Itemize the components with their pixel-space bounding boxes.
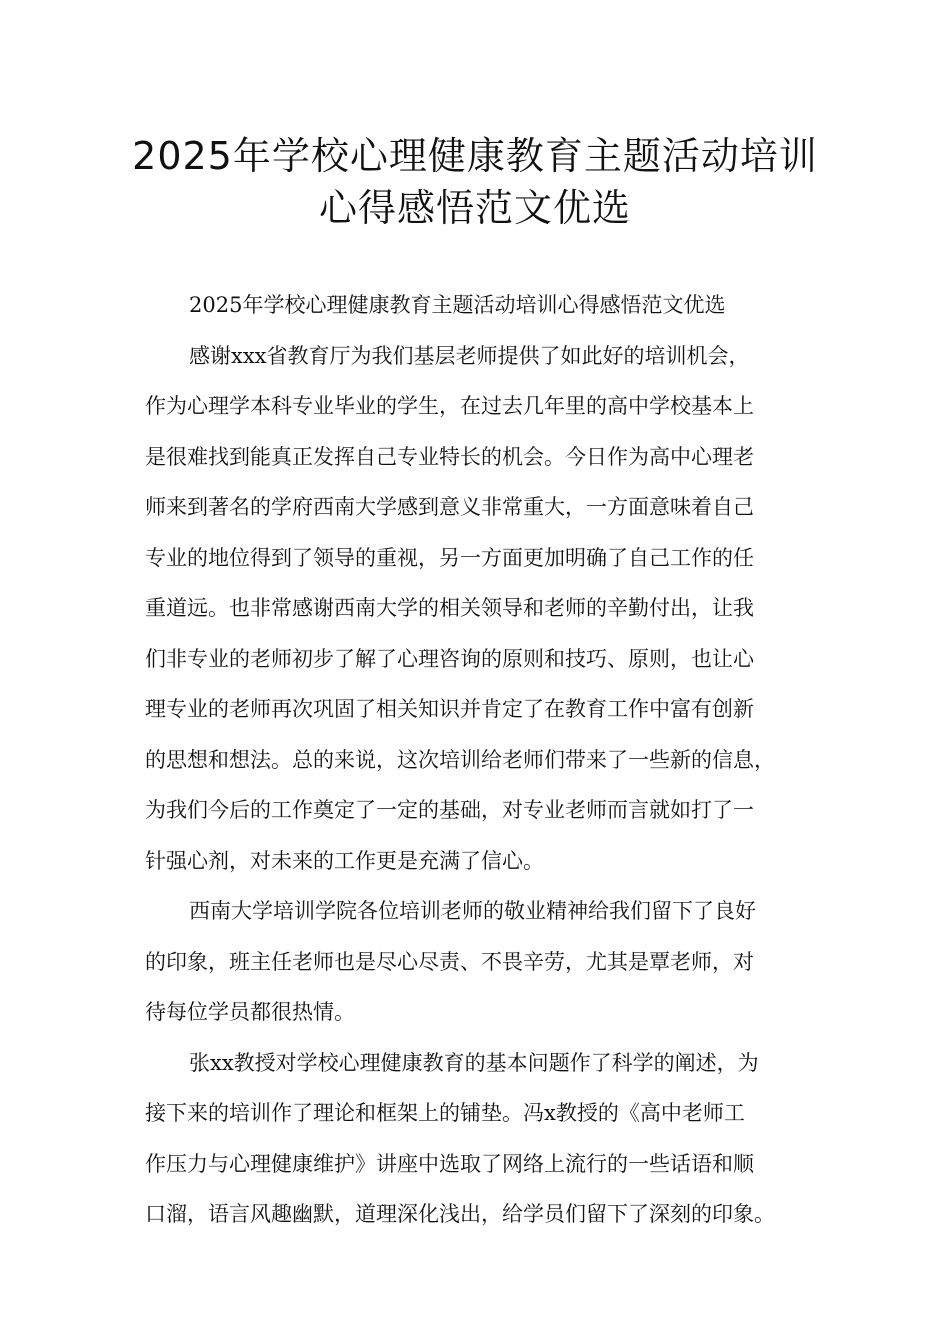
paragraph-4 bbox=[145, 1038, 825, 1240]
paragraph-line: 为我们今后的工作奠定了一定的基础，对专业老师而言就如打了一 bbox=[145, 798, 754, 822]
paragraph-line: 是很难找到能真正发挥自己专业特长的机会。今日作为高中心理老 bbox=[145, 444, 754, 469]
paragraph-line: 的思想和想法。总的来说，这次培训给老师们带来了一些新的信息， bbox=[145, 747, 775, 772]
paragraph-line: 重道远。也非常感谢西南大学的相关领导和老师的辛勤付出，让我 bbox=[145, 596, 754, 620]
paragraph-line: 西南大学培训学院各位培训老师的敬业精神给我们留下了良好 bbox=[189, 899, 756, 923]
paragraph-line: 针强心剂，对未来的工作更是充满了信心。 bbox=[145, 848, 544, 873]
paragraph-line: 们非专业的老师初步了解了心理咨询的原则和技巧、原则，也让心 bbox=[145, 646, 754, 671]
paragraph-line: 口溜，语言风趣幽默，道理深化浅出，给学员们留下了深刻的印象。 bbox=[145, 1202, 775, 1226]
paragraph-line: 2025年学校心理健康教育主题活动培训心得感悟范文优选 bbox=[189, 293, 726, 317]
paragraph-line: 师来到著名的学府西南大学感到意义非常重大，一方面意味着自己 bbox=[145, 495, 754, 519]
paragraph-line: 作为心理学本科专业毕业的学生，在过去几年里的高中学校基本上 bbox=[145, 394, 754, 418]
paragraph-line: 待每位学员都很热情。 bbox=[145, 1000, 355, 1024]
paragraph-line: 专业的地位得到了领导的重视，另一方面更加明确了自己工作的任 bbox=[145, 545, 754, 570]
paragraph-line: 感谢xxx省教育厅为我们基层老师提供了如此好的培训机会， bbox=[189, 343, 750, 368]
paragraph-line: 张xx教授对学校心理健康教育的基本问题作了科学的阐述，为 bbox=[189, 1050, 759, 1075]
paragraph-line: 接下来的培训作了理论和框架上的铺垫。冯x教授的《高中老师工 bbox=[145, 1101, 745, 1125]
document-title-line-1: 2025年学校心理健康教育主题活动培训 bbox=[132, 134, 818, 178]
paragraph-line: 作压力与心理健康维护》讲座中选取了网络上流行的一些话语和顺 bbox=[145, 1151, 754, 1176]
paragraph-line: 理专业的老师再次巩固了相关知识并肯定了在教育工作中富有创新 bbox=[145, 697, 754, 721]
document-body bbox=[145, 280, 825, 1240]
paragraph-1 bbox=[145, 280, 825, 331]
paragraph-3 bbox=[145, 886, 825, 1038]
paragraph-line: 的印象，班主任老师也是尽心尽责、不畏辛劳，尤其是覃老师，对 bbox=[145, 949, 754, 974]
document-title-line-2: 心得感悟范文优选 bbox=[318, 186, 631, 230]
paragraph-2 bbox=[145, 331, 825, 887]
